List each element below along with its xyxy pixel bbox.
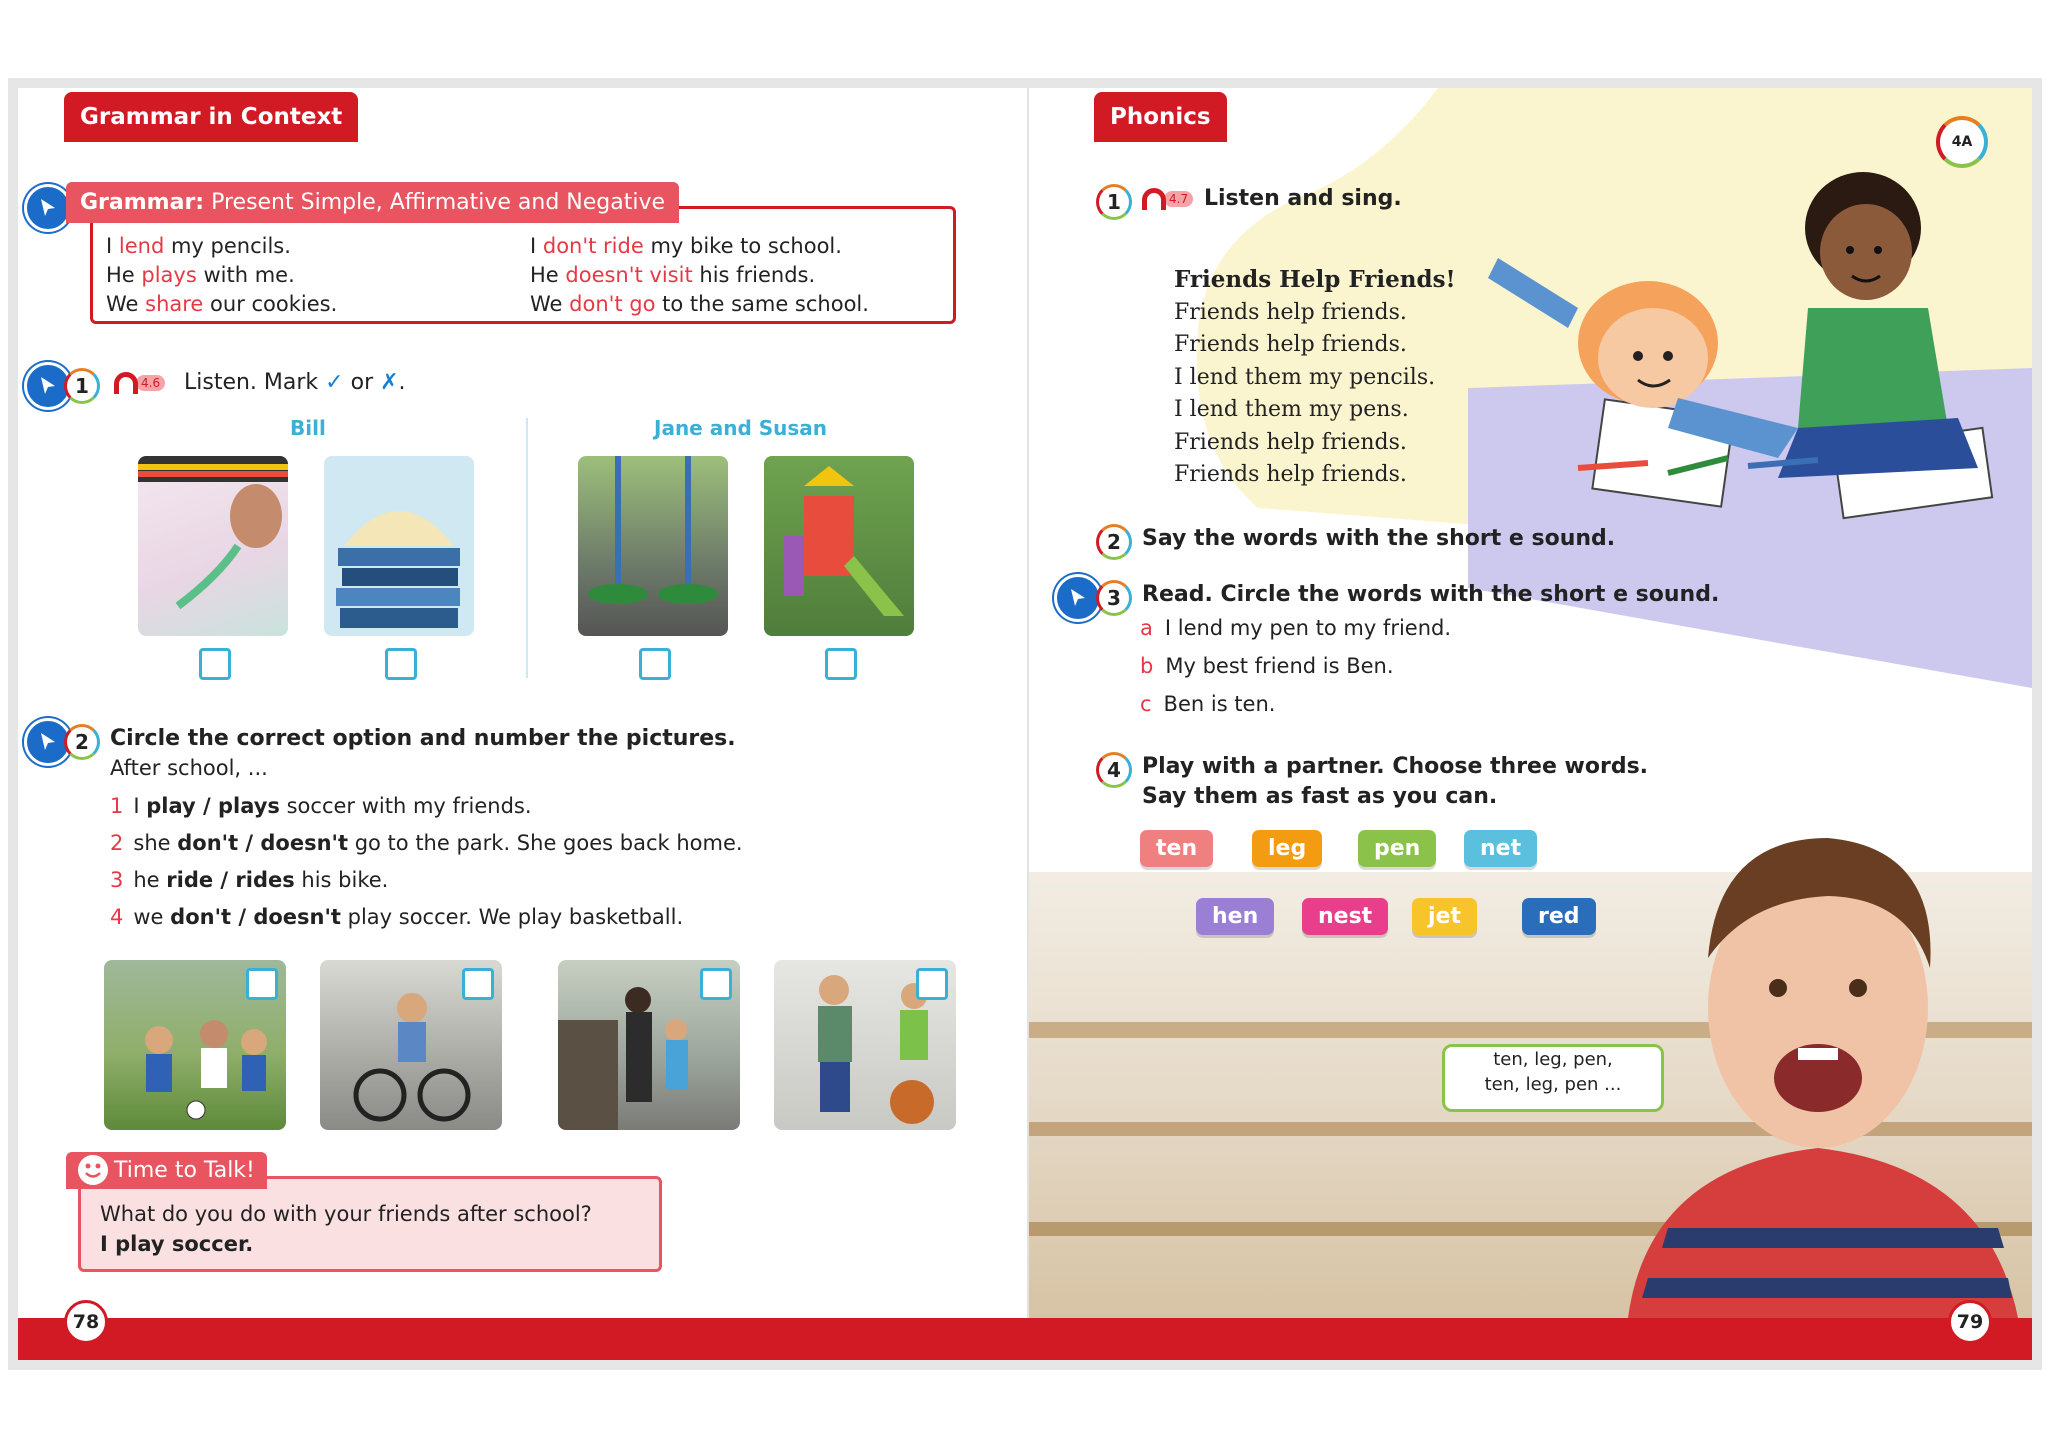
unit-badge: 4A (1936, 116, 1988, 168)
checkbox[interactable] (385, 648, 417, 680)
photo-swings (578, 456, 728, 636)
song-title: Friends Help Friends! (1174, 266, 1456, 293)
word-tile[interactable]: jet (1412, 898, 1477, 935)
number-box[interactable] (916, 968, 948, 1000)
song-line: I lend them my pencils. (1174, 364, 1436, 390)
exercise-1-instruction: Listen and sing. (1204, 186, 1402, 211)
exercise-4-line1: Play with a partner. Choose three words. (1142, 754, 1649, 779)
track-number: 4.7 (1164, 191, 1193, 207)
exercise-number: 3 (1096, 580, 1132, 616)
exercise-2-lead: After school, ... (110, 756, 268, 780)
audio-track[interactable] (114, 372, 165, 394)
speech-line: ten, leg, pen, (1493, 1049, 1613, 1070)
exercise-2-instruction: Circle the correct option and number the pictures. (110, 726, 736, 751)
song-lyrics (1174, 264, 1456, 492)
song-line: Friends help friends. (1174, 332, 1407, 357)
headphones-icon[interactable] (1142, 188, 1166, 210)
grammar-line: I lend my pencils. (106, 234, 291, 258)
interactive-pointer-icon[interactable] (24, 184, 72, 232)
photo-books (324, 456, 474, 636)
column-label-bill: Bill (290, 416, 326, 440)
exercise-2-item: 3 he ride / rides his bike. (110, 868, 389, 892)
headphones-icon[interactable] (114, 372, 138, 394)
smiley-icon (78, 1155, 108, 1185)
number-box[interactable] (246, 968, 278, 1000)
exercise-2-item: 4 we don't / doesn't play soccer. We play basketball. (110, 905, 684, 929)
word-tile[interactable]: pen (1358, 830, 1436, 867)
track-number: 4.6 (136, 375, 165, 391)
audio-track[interactable] (1142, 188, 1193, 210)
bottom-bar (18, 1318, 2032, 1360)
exercise-3-instruction: Read. Circle the words with the short e sound. (1142, 582, 1720, 607)
exercise-2-item: 1 I play / plays soccer with my friends. (110, 794, 532, 818)
book-spread (18, 88, 2032, 1360)
word-tile[interactable]: net (1464, 830, 1537, 867)
exercise-number: 1 (1096, 184, 1132, 220)
song-line: I lend them my pens. (1174, 397, 1409, 422)
word-tile[interactable]: red (1522, 898, 1596, 935)
talk-answer: I play soccer. (100, 1232, 254, 1256)
exercise-3-item: a I lend my pen to my friend. (1140, 616, 1452, 640)
word-tile[interactable]: nest (1302, 898, 1388, 935)
grammar-line: He doesn't visit his friends. (530, 263, 816, 287)
grammar-line: He plays with me. (106, 263, 295, 287)
interactive-pointer-icon[interactable] (1054, 574, 1102, 622)
exercise-1-instruction: Listen. Mark ✓ or ✗. (184, 370, 406, 395)
photo-playground (764, 456, 914, 636)
section-tag-phonics: Phonics (1094, 92, 1227, 142)
photo-boy-smiling (1608, 808, 2032, 1318)
exercise-4-line2: Say them as fast as you can. (1142, 784, 1498, 809)
speech-bubble (1442, 1044, 1664, 1112)
exercise-number: 1 (64, 368, 100, 404)
word-tile[interactable]: hen (1196, 898, 1274, 935)
talk-question: What do you do with your friends after school? (100, 1202, 592, 1226)
checkbox[interactable] (199, 648, 231, 680)
word-tile[interactable]: leg (1252, 830, 1322, 867)
grammar-line: We share our cookies. (106, 292, 338, 316)
illustration-boys-drawing (1478, 168, 2018, 528)
exercise-number: 2 (1096, 524, 1132, 560)
page-number-left: 78 (64, 1300, 108, 1344)
song-line: Friends help friends. (1174, 429, 1407, 455)
exercise-2-instruction: Say the words with the short e sound. (1142, 526, 1616, 551)
grammar-line: I don't ride my bike to school. (530, 234, 842, 258)
exercise-3-item: b My best friend is Ben. (1140, 654, 1394, 678)
song-line: Friends help friends. (1174, 299, 1407, 325)
exercise-number: 2 (64, 724, 100, 760)
column-divider (526, 418, 528, 678)
checkbox[interactable] (825, 648, 857, 680)
page-number-right: 79 (1948, 1300, 1992, 1344)
exercise-2-item: 2 she don't / doesn't go to the park. She goes back home. (110, 831, 743, 855)
exercise-3-item: c Ben is ten. (1140, 692, 1276, 716)
checkbox[interactable] (639, 648, 671, 680)
time-to-talk-tag: Time to Talk! (66, 1152, 267, 1189)
number-box[interactable] (700, 968, 732, 1000)
song-line: Friends help friends. (1174, 462, 1407, 487)
column-label-jane-susan: Jane and Susan (654, 416, 827, 440)
number-box[interactable] (462, 968, 494, 1000)
grammar-line: We don't go to the same school. (530, 292, 869, 316)
photo-drawing (138, 456, 288, 636)
section-tag-grammar: Grammar in Context (64, 92, 358, 142)
speech-line: ten, leg, pen ... (1484, 1074, 1622, 1095)
word-tile[interactable]: ten (1140, 830, 1213, 867)
grammar-title: Grammar: Present Simple, Affirmative and Negative (66, 182, 679, 223)
exercise-number: 4 (1096, 752, 1132, 788)
